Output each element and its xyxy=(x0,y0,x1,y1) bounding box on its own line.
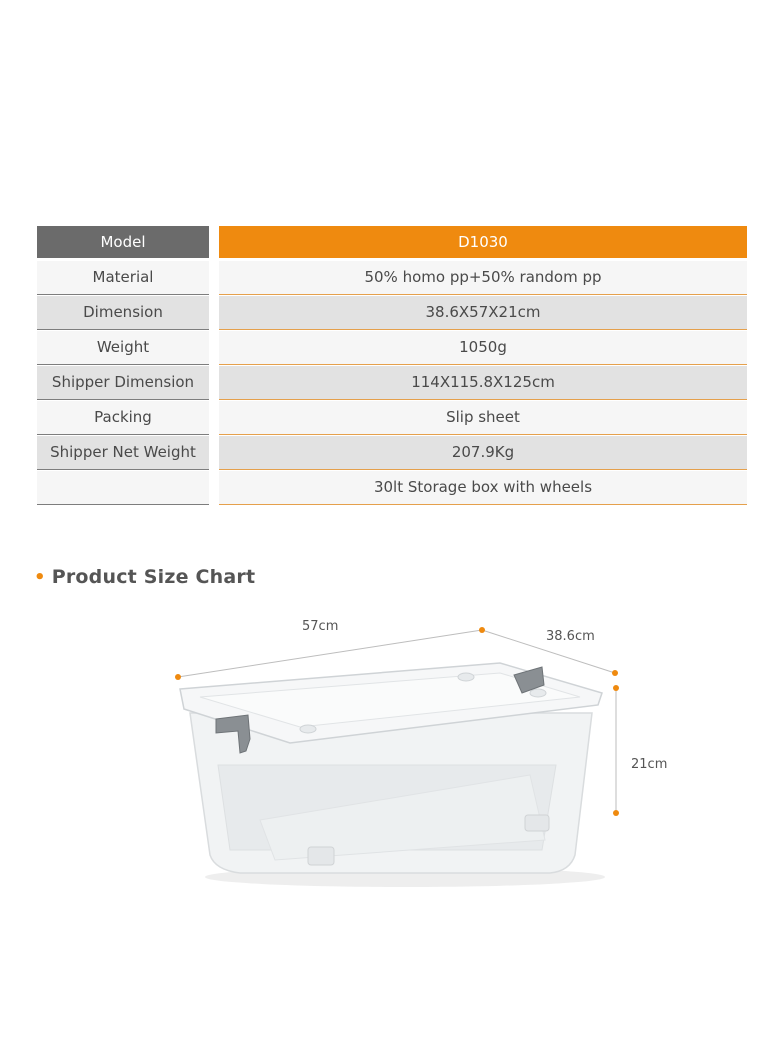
spec-label: Shipper Dimension xyxy=(37,366,209,400)
spec-row-dimension xyxy=(37,296,747,331)
spec-label: Weight xyxy=(37,331,209,365)
spec-label xyxy=(37,471,209,505)
dimension-width-label: 38.6cm xyxy=(546,629,595,644)
spec-header-row xyxy=(37,226,747,261)
spec-value: 50% homo pp+50% random pp xyxy=(219,261,747,295)
spec-row-weight xyxy=(37,331,747,366)
spec-table xyxy=(37,226,747,506)
spec-row-material xyxy=(37,261,747,296)
spec-value: 207.9Kg xyxy=(219,436,747,470)
spec-label: Dimension xyxy=(37,296,209,330)
spec-header-value: D1030 xyxy=(219,226,747,258)
spec-row-packing xyxy=(37,401,747,436)
spec-value: Slip sheet xyxy=(219,401,747,435)
storage-box-illustration xyxy=(170,615,690,905)
spec-label: Packing xyxy=(37,401,209,435)
spec-header-label: Model xyxy=(37,226,209,258)
spec-row-shipper-dimension xyxy=(37,366,747,401)
spec-value: 30lt Storage box with wheels xyxy=(219,471,747,505)
dimension-height-label: 21cm xyxy=(631,757,668,772)
spec-value: 1050g xyxy=(219,331,747,365)
size-chart-title: Product Size Chart xyxy=(51,566,256,588)
spec-row-description xyxy=(37,471,747,506)
dimension-length-label: 57cm xyxy=(302,619,339,634)
size-chart-heading xyxy=(34,566,255,588)
spec-label: Material xyxy=(37,261,209,295)
spec-value: 38.6X57X21cm xyxy=(219,296,747,330)
bullet-dot-icon: • xyxy=(34,567,46,588)
spec-label: Shipper Net Weight xyxy=(37,436,209,470)
spec-row-shipper-net-weight xyxy=(37,436,747,471)
spec-value: 114X115.8X125cm xyxy=(219,366,747,400)
size-chart-figure xyxy=(170,615,690,905)
